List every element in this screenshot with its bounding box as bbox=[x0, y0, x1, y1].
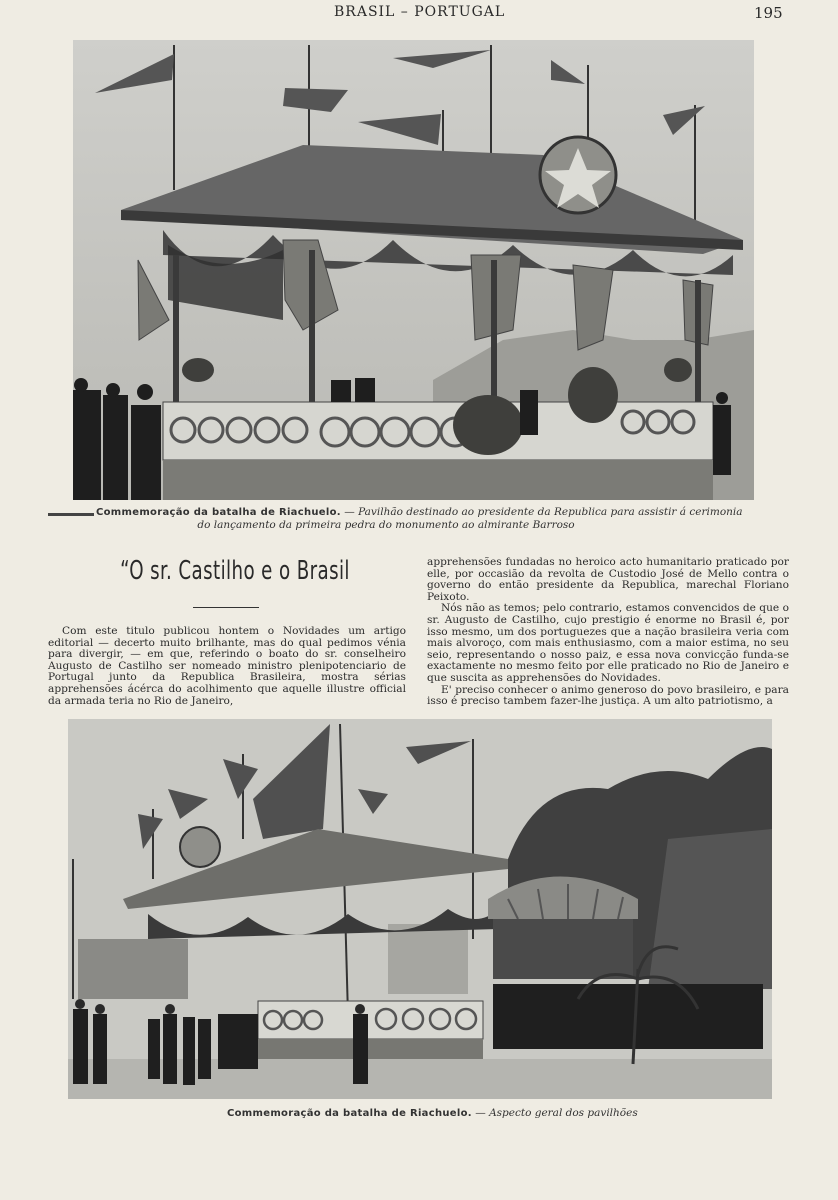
right-paragraph-1: apprehensões fundadas no heroico acto humanitario praticado por elle, por occasião da revolta de Custodio José de Mello contra o governo do então presidente da Republica, marechal Floriano Peixoto. bbox=[427, 556, 789, 603]
photo1-caption bbox=[96, 506, 756, 532]
pavilions-general-view-photo bbox=[68, 719, 772, 1099]
title-rule bbox=[193, 607, 259, 608]
right-paragraph-2: Nós não as temos; pelo contrario, estamos convencidos de que o sr. Augusto de Castilho, cujo prestigio é enorme no Brasil é, por isso mesmo, um dos portuguezes que a nação brasileira veria com mais alvoroço, com mais enthusiasmo, com a maior estima, no seu seio, representando o nosso paiz, e essa nova convicção funda-se exactamente no mesmo feito por elle praticado no Rio de Janeiro e que suscita as apprehensões do Novidades. bbox=[427, 602, 789, 684]
caption1-bold: Commemoração da batalha de Riachuelo. bbox=[96, 507, 341, 518]
caption1-italic-2: do lançamento da primeira pedra do monumento ao almirante Barroso bbox=[197, 519, 575, 531]
pavilion-photo bbox=[73, 40, 754, 500]
page-header bbox=[0, 4, 838, 24]
photo2-caption bbox=[227, 1107, 727, 1120]
caption-dash bbox=[48, 513, 94, 516]
running-title: BRASIL – PORTUGAL bbox=[334, 4, 506, 20]
article-title: “O sr. Castilho e o Brasil bbox=[120, 556, 350, 586]
caption2-bold: Commemoração da batalha de Riachuelo. bbox=[227, 1108, 472, 1119]
right-paragraph-3: E' preciso conhecer o animo generoso do povo brasileiro, e para isso é preciso tambem fazer-lhe justiça. A um alto patriotismo, a bbox=[427, 683, 789, 708]
caption1-sep: — bbox=[340, 506, 359, 518]
caption1-italic-1: Pavilhão destinado ao presidente da Republica para assistir á cerimonia bbox=[358, 506, 743, 518]
page-number: 195 bbox=[754, 4, 783, 22]
article-right-column bbox=[427, 557, 789, 708]
caption2-sep: — bbox=[471, 1107, 490, 1119]
article-left-column bbox=[48, 626, 406, 707]
caption2-italic: Aspecto geral dos pavilhões bbox=[489, 1107, 638, 1119]
left-paragraph: Com este titulo publicou hontem o Novidades um artigo editorial — decerto muito brilhante, mas do qual pedimos vénia para divergir, — em que, referindo o boato do sr. conselheiro Augusto de Castilho ser nomeado ministro plenipotenciario de Portugal junto da Republica Brasileira, mostra sérias apprehensões ácérca do acolhimento que aquelle illustre official da armada teria no Rio de Janeiro, bbox=[48, 625, 406, 707]
